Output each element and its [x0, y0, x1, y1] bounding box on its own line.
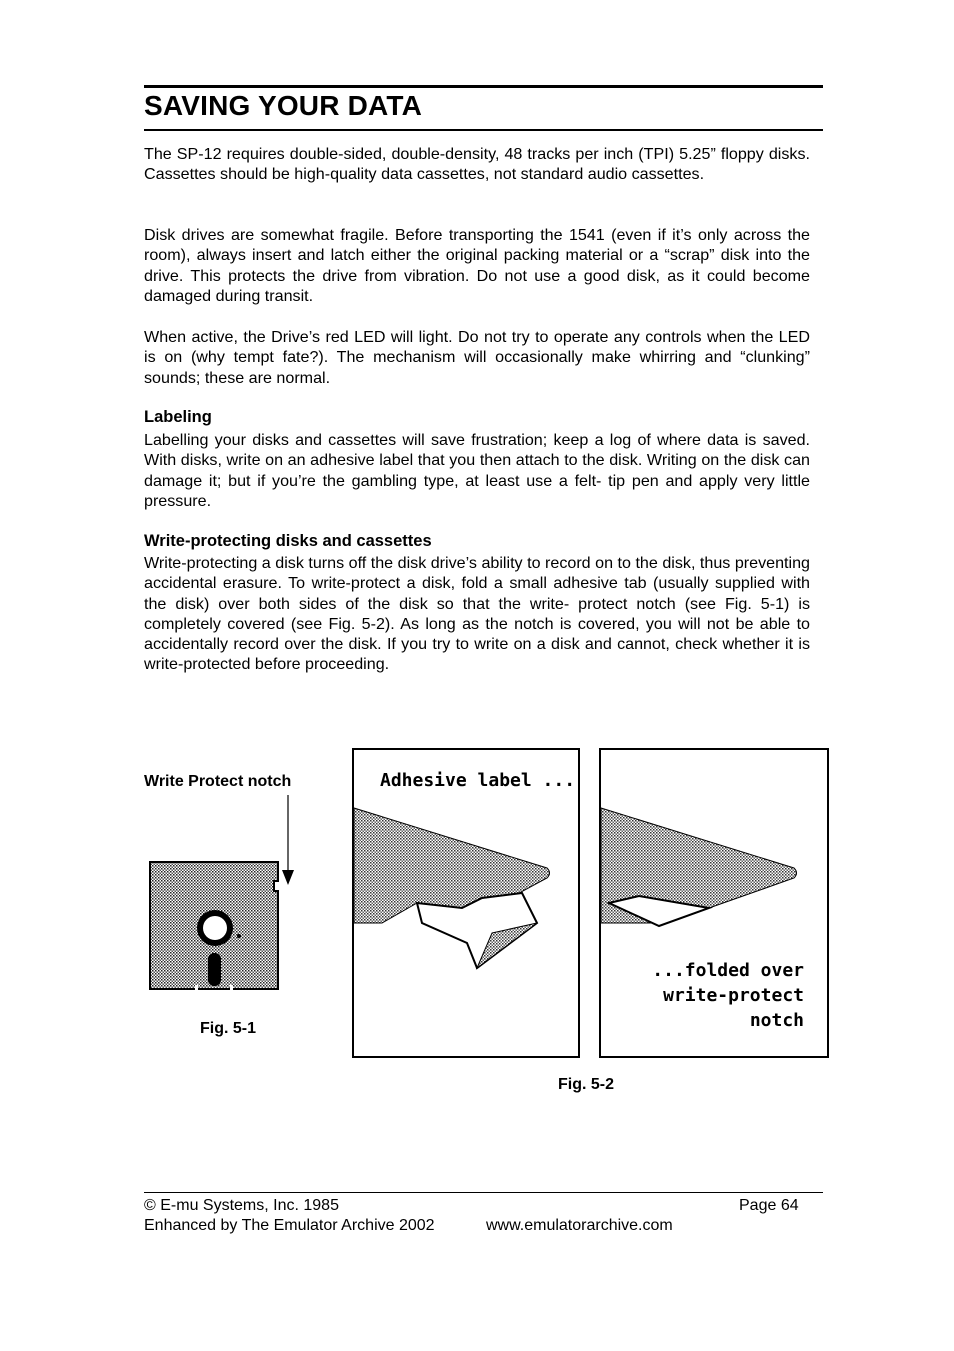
- footer-page-number: Page 64: [739, 1197, 799, 1214]
- paragraph-disks: The SP-12 requires double-sided, double-density, 48 tracks per inch (TPI) 5.25” floppy disks. Cassettes should be high-quality data cassettes, not standard audio cassettes.: [144, 145, 810, 184]
- write-protect-notch-callout: Write Protect notch: [144, 773, 292, 790]
- labeling-heading: Labeling: [144, 408, 212, 426]
- paragraph-led: When active, the Drive’s red LED will light. Do not try to operate any controls when the LED is on (why tempt fate?). The mechanism will occasionally make whirring and “clunking” sounds; these are normal.: [144, 328, 810, 387]
- footer-copyright: © E-mu Systems, Inc. 1985: [144, 1197, 339, 1214]
- paragraph-drives: Disk drives are somewhat fragile. Before transporting the 1541 (even if it’s only across the room), always insert and latch either the original packing material or a “scrap” disk into the drive. This protects the drive from vibration. Do not use a good disk, as it could become damaged during transit.: [144, 226, 810, 305]
- top-rule: [144, 85, 823, 88]
- fig-5-1-caption: Fig. 5-1: [200, 1020, 257, 1037]
- adhesive-label-text: Adhesive label ...: [380, 770, 576, 791]
- footer-rule: [144, 1192, 823, 1193]
- fig-5-2-panel-adhesive-label: [352, 748, 580, 1058]
- page-title: SAVING YOUR DATA: [144, 90, 423, 121]
- footer-enhanced: Enhanced by The Emulator Archive 2002: [144, 1217, 435, 1234]
- folded-line-3: notch: [749, 1010, 804, 1031]
- title-rule: [144, 129, 823, 131]
- floppy-disk-figure: [140, 790, 320, 1005]
- write-protect-text: Write-protecting a disk turns off the disk drive’s ability to record on to the disk, thus preventing accidental erasure. To write-protect a disk, fold a small adhesive tab (usually supplied with the disk) over both sides of the disk so that the write- protect notch (see Fig. 5-1) is completely covered (see Fig. 5-2). As long as the notch is covered, you will not be able to accidentally record over the disk. If you try to write on a disk and cannot, check whether it is write-protected before proceeding.: [144, 554, 810, 674]
- folded-line-2: write-protect: [663, 985, 804, 1006]
- folded-label-text: [604, 958, 804, 1033]
- write-protect-heading: Write-protecting disks and cassettes: [144, 532, 432, 550]
- folded-line-1: ...folded over: [652, 960, 804, 981]
- labeling-text: Labelling your disks and cassettes will save frustration; keep a log of where data is saved. With disks, write on an adhesive label that you then attach to the disk. Writing on the disk can damage it; but if you’re the gambling type, at least use a felt- tip pen and apply very little pressure.: [144, 431, 810, 510]
- footer-url: www.emulatorarchive.com: [486, 1217, 673, 1234]
- fig-5-2-caption: Fig. 5-2: [558, 1076, 615, 1093]
